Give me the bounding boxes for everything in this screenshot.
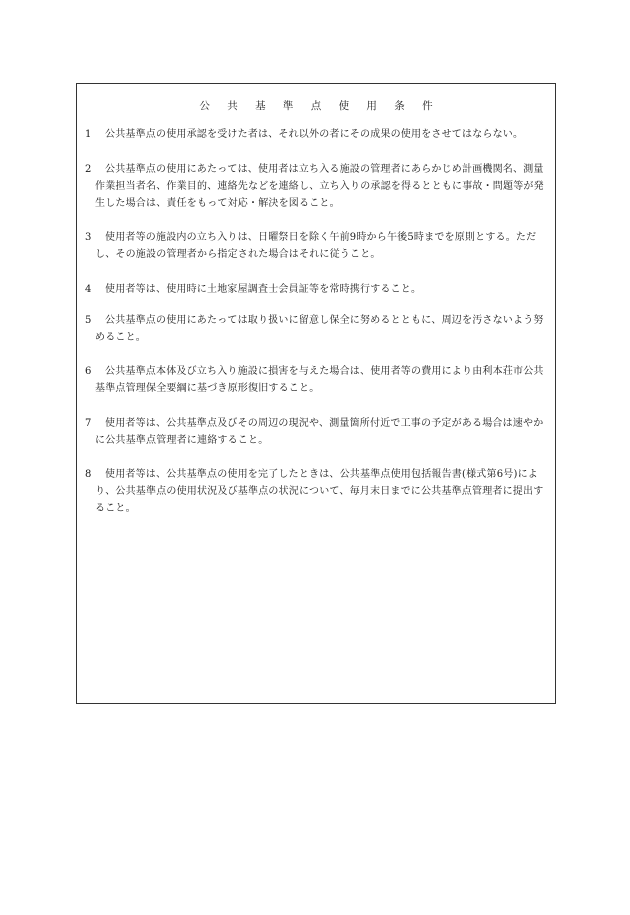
clause-text: 公共基準点本体及び立ち入り施設に損害を与えた場合は、使用者等の費用により由利本荘市公共基準点管理保全要綱に基づき原形復旧すること。 [95, 366, 544, 394]
clause-number: 6 [85, 366, 92, 377]
clause-text: 公共基準点の使用にあたっては、使用者は立ち入る施設の管理者にあらかじめ計画機関名、測量作業担当者名、作業目的、連絡先などを連絡し、立ち入りの承認を得るとともに事故・問題等が発生した場合は、責任をもって対応・解決を図ること。 [95, 163, 544, 209]
clause-number: 7 [85, 417, 92, 429]
clause-text: 使用者等の施設内の立ち入りは、日曜祭日を除く午前9時から午後5時までを原則とする。ただし、その施設の管理者から指定された場合はそれに従うこと。 [95, 232, 537, 260]
clause-number: 8 [85, 469, 92, 480]
clause-list [85, 126, 547, 535]
document-title: 公 共 基 準 点 使 用 条 件 [199, 100, 440, 112]
clause-number: 2 [85, 163, 92, 175]
clause-number: 5 [85, 314, 92, 326]
clause-6 [85, 363, 547, 397]
clause-text: 使用者等は、公共基準点及びその周辺の現況や、測量箇所付近で工事の予定がある場合は速やかに公共基準点管理者に連絡すること。 [95, 417, 544, 446]
clause-text: 公共基準点の使用承認を受けた者は、それ以外の者にその成果の使用をさせてはならない。 [105, 129, 524, 140]
clause-text: 公共基準点の使用にあたっては取り扱いに留意し保全に努めるとともに、周辺を汚さないよう努めること。 [95, 314, 544, 343]
clause-4 [85, 281, 547, 298]
clause-3 [85, 229, 547, 263]
clause-1 [85, 126, 547, 143]
clause-number: 1 [85, 129, 92, 140]
clause-7 [85, 415, 547, 449]
clause-text: 使用者等は、使用時に土地家屋調査士会員証等を常時携行すること。 [105, 283, 422, 295]
clause-text: 使用者等は、公共基準点の使用を完了したときは、公共基準点使用包括報告書(様式第6号)により、公共基準点の使用状況及び基準点の状況について、毎月末日までに公共基準点管理者に提出すること。 [95, 469, 544, 514]
clause-5 [85, 312, 547, 346]
clause-number: 3 [85, 232, 92, 243]
conditions-frame [76, 83, 556, 704]
clause-8 [85, 466, 547, 517]
clause-2 [85, 161, 547, 212]
clause-number: 4 [85, 283, 92, 295]
